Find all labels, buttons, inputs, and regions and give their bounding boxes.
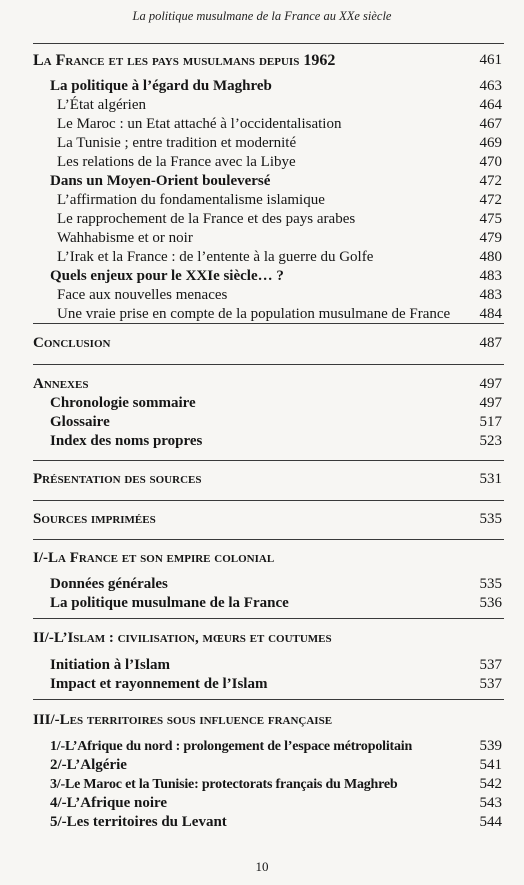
toc-label: Dans un Moyen-Orient bouleversé (50, 173, 271, 189)
toc-entry (0, 134, 524, 153)
toc-label: L’Irak et la France : de l’entente à la guerre du Golfe (57, 249, 374, 265)
toc-page: 479 (479, 230, 502, 246)
toc-label: Annexes (33, 376, 89, 392)
toc-entry (0, 334, 524, 353)
rule-section-1 (33, 539, 504, 540)
toc-label: Une vraie prise en compte de la population musulmane de France (57, 306, 451, 322)
toc-page: 464 (479, 97, 502, 113)
toc-label: Glossaire (50, 414, 110, 430)
toc-entry (0, 594, 524, 613)
toc-entry (0, 229, 524, 248)
rule-section-3 (33, 699, 504, 700)
toc-page: 536 (479, 595, 502, 611)
toc-entry (0, 413, 524, 432)
toc-label: Données générales (50, 576, 168, 592)
toc-entry (0, 394, 524, 413)
toc-entry (0, 656, 524, 675)
toc-label: Quels enjeux pour le XXIe siècle… ? (50, 268, 284, 284)
toc-entry (0, 375, 524, 394)
toc-page: 484 (479, 306, 502, 322)
toc-entry (0, 470, 524, 489)
toc-label: Le rapprochement de la France et des pays arabes (57, 211, 356, 227)
toc-page: 535 (479, 511, 502, 527)
toc-entry (0, 629, 524, 648)
toc-label: 5/-Les territoires du Levant (50, 814, 227, 830)
toc-page: 472 (479, 192, 502, 208)
toc-page: 543 (479, 795, 502, 811)
toc-label: La politique musulmane de la France (50, 595, 289, 611)
toc-page: 537 (479, 657, 502, 673)
toc-entry (0, 153, 524, 172)
toc-entry (0, 794, 524, 813)
toc-page: 531 (479, 471, 502, 487)
toc-label: L’État algérien (57, 97, 146, 113)
toc-entry (0, 432, 524, 451)
toc-entry (0, 549, 524, 568)
toc-entry (0, 510, 524, 529)
toc-page: 467 (479, 116, 502, 132)
toc-page: 470 (479, 154, 502, 170)
toc-page: 472 (479, 173, 502, 189)
toc-entry (0, 305, 524, 324)
toc-page: 483 (479, 268, 502, 284)
toc-page: 541 (479, 757, 502, 773)
toc-page: 480 (479, 249, 502, 265)
toc-page: 537 (479, 676, 502, 692)
toc-label: Chronologie sommaire (50, 395, 196, 411)
running-header: La politique musulmane de la France au XXe siècle (132, 9, 392, 23)
page-number: 10 (255, 859, 269, 874)
toc-entry (0, 737, 524, 756)
toc-label: La Tunisie ; entre tradition et modernité (57, 135, 297, 151)
toc-label: Index des noms propres (50, 433, 203, 449)
toc-label: Les relations de la France avec la Libye (57, 154, 296, 170)
toc-label: Initiation à l’Islam (50, 657, 171, 673)
toc-entry (0, 115, 524, 134)
toc-entry (0, 267, 524, 286)
toc-page: 461 (479, 52, 502, 68)
toc-page: 535 (479, 576, 502, 592)
toc-entry (0, 675, 524, 694)
toc-page: 517 (479, 414, 502, 430)
toc-entry (0, 756, 524, 775)
toc-page: 483 (479, 287, 502, 303)
rule-top (33, 43, 504, 44)
toc-entry (0, 77, 524, 96)
toc-label: I/-La France et son empire colonial (33, 550, 275, 566)
toc-entry (0, 775, 524, 794)
toc-label: Sources imprimées (33, 511, 156, 527)
toc-entry (0, 172, 524, 191)
toc-entry (0, 51, 524, 70)
toc-label: Le Maroc : un Etat attaché à l’occidentalisation (57, 116, 342, 132)
toc-entry (0, 191, 524, 210)
toc-label: III/-Les territoires sous influence française (33, 712, 333, 728)
toc-label: Conclusion (33, 335, 111, 351)
toc-page: 523 (479, 433, 502, 449)
toc-page: 463 (479, 78, 502, 94)
toc-label: La politique à l’égard du Maghreb (50, 78, 272, 94)
toc-label: La France et les pays musulmans depuis 1962 (33, 52, 336, 69)
toc-label: Wahhabisme et or noir (57, 230, 193, 246)
toc-entry (0, 813, 524, 832)
toc-page: 544 (479, 814, 502, 830)
toc-entry (0, 711, 524, 730)
toc-page: 487 (479, 335, 502, 351)
rule-section-2 (33, 618, 504, 619)
toc-label: 1/-L’Afrique du nord : prolongement de l’espace métropolitain (50, 739, 413, 754)
toc-page: 469 (479, 135, 502, 151)
toc-label: L’affirmation du fondamentalisme islamique (57, 192, 325, 208)
toc-label: 2/-L’Algérie (50, 757, 127, 773)
toc-page: 539 (479, 738, 502, 754)
toc-label: II/-L’Islam : civilisation, mœurs et coutumes (33, 630, 332, 646)
rule-annexes (33, 364, 504, 365)
toc-page: 497 (479, 395, 502, 411)
toc-label: Présentation des sources (33, 471, 202, 487)
toc-label: Impact et rayonnement de l’Islam (50, 676, 268, 692)
toc-entry (0, 96, 524, 115)
toc-label: 4/-L’Afrique noire (50, 795, 168, 811)
toc-label: 3/-Le Maroc et la Tunisie: protectorats français du Maghreb (50, 777, 398, 792)
toc-page: 475 (479, 211, 502, 227)
toc-entry (0, 248, 524, 267)
toc-entry (0, 210, 524, 229)
rule-presentation (33, 460, 504, 461)
toc-entry (0, 575, 524, 594)
toc-label: Face aux nouvelles menaces (57, 287, 228, 303)
toc-page: 497 (479, 376, 502, 392)
toc-entry (0, 286, 524, 305)
toc-page: 542 (479, 776, 502, 792)
rule-sources (33, 500, 504, 501)
